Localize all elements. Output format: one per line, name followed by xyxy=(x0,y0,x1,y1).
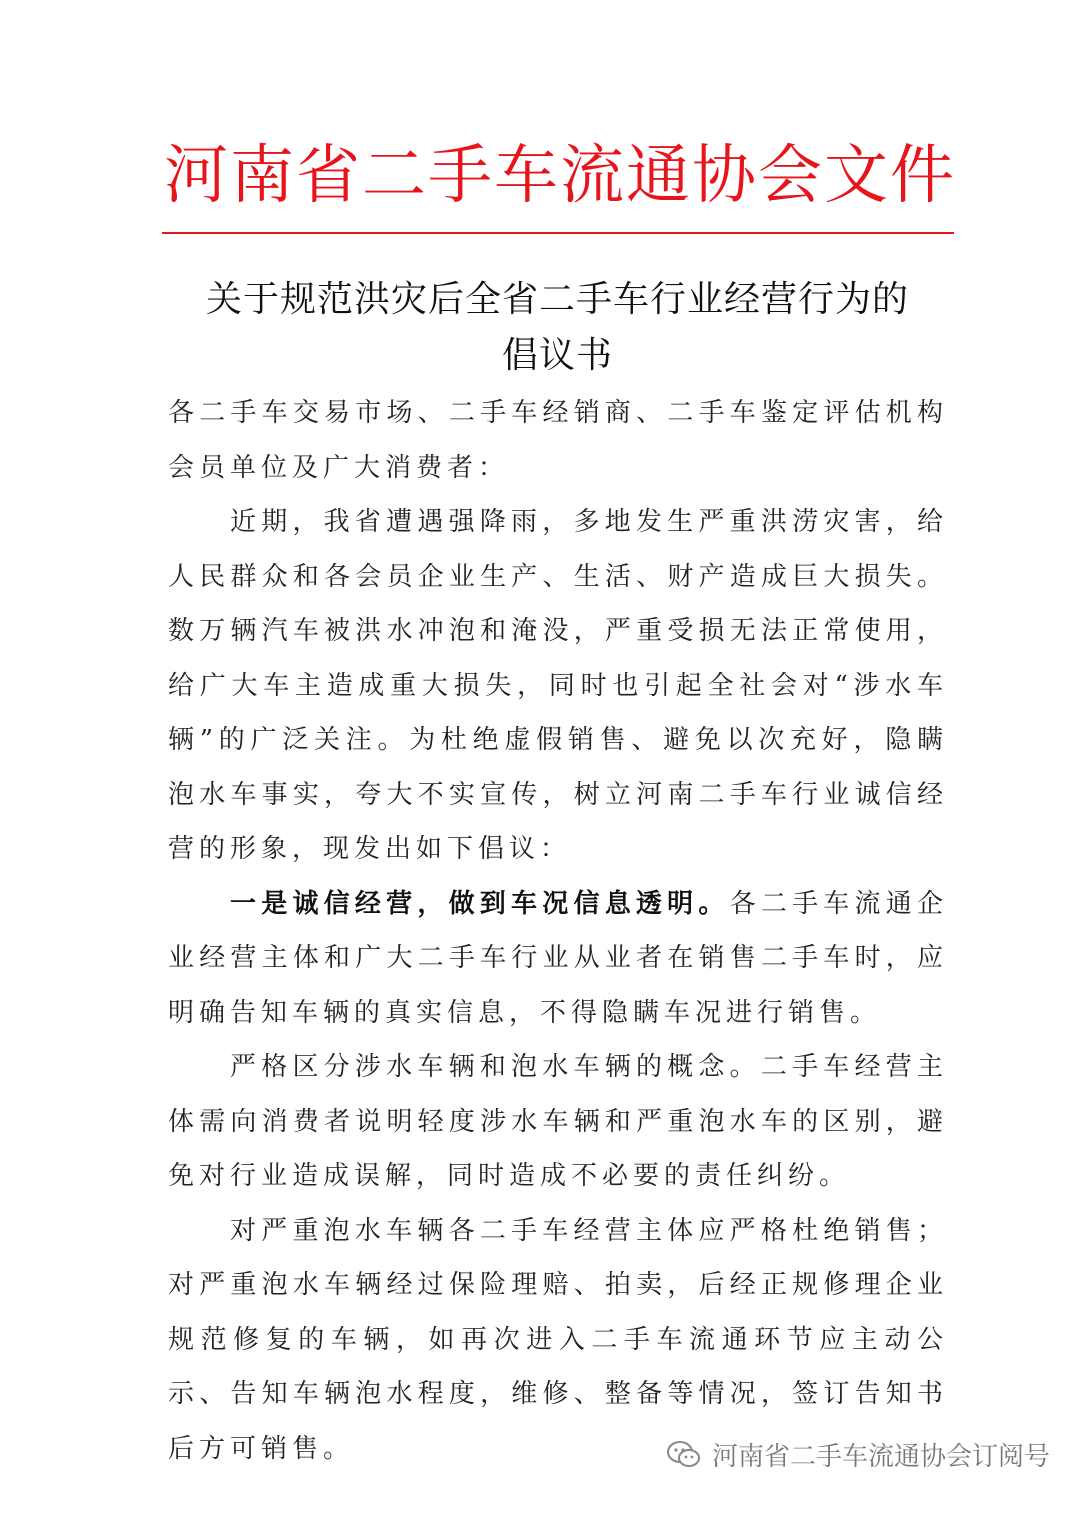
org-document-header: 河南省二手车流通协会文件 xyxy=(164,139,956,213)
document-body xyxy=(168,386,948,1476)
point-1-body: 各二手车流通企业经营主体和广大二手车行业从业者在销售二手车时，应明确告知车辆的真实信息，不得隐瞒车况进行销售。 xyxy=(168,888,948,1028)
document-title-line-2: 倡议书 xyxy=(501,335,613,376)
point-1-heading: 一是诚信经营，做到车况信息透明。 xyxy=(230,888,730,919)
document-title-line-1: 关于规范洪灾后全省二手车行业经营行为的 xyxy=(205,279,909,320)
document-title xyxy=(160,272,955,384)
wechat-icon xyxy=(666,1440,702,1470)
red-divider-line xyxy=(162,232,954,234)
wechat-watermark xyxy=(666,1436,1050,1473)
distinction-paragraph: 严格区分涉水车辆和泡水车辆的概念。二手车经营主体需向消费者说明轻度涉水车辆和严重泡水车的区别，避免对行业造成误解，同时造成不必要的责任纠纷。 xyxy=(168,1052,948,1191)
point-1-paragraph xyxy=(168,877,948,1041)
salutation: 各二手车交易市场、二手车经销商、二手车鉴定评估机构会员单位及广大消费者： xyxy=(168,398,948,483)
watermark-text: 河南省二手车流通协会订阅号 xyxy=(711,1442,1050,1472)
intro-paragraph: 近期，我省遭遇强降雨，多地发生严重洪涝灾害，给人民群众和各会员企业生产、生活、财产造成巨大损失。数万辆汽车被洪水冲泡和淹没，严重受损无法正常使用，给广大车主造成重大损失，同时也引起全社会对“涉水车辆”的广泛关注。为杜绝虚假销售、避免以次充好，隐瞒泡水车事实，夸大不实宣传，树立河南二手车行业诚信经营的形象，现发出如下倡议： xyxy=(168,507,948,864)
repair-disclosure-paragraph: 对严重泡水车辆各二手车经营主体应严格杜绝销售；对严重泡水车辆经过保险理赔、拍卖，后经正规修理企业规范修复的车辆，如再次进入二手车流通环节应主动公示、告知车辆泡水程度，维修、整备等情况，签订告知书后方可销售。 xyxy=(168,1215,948,1464)
